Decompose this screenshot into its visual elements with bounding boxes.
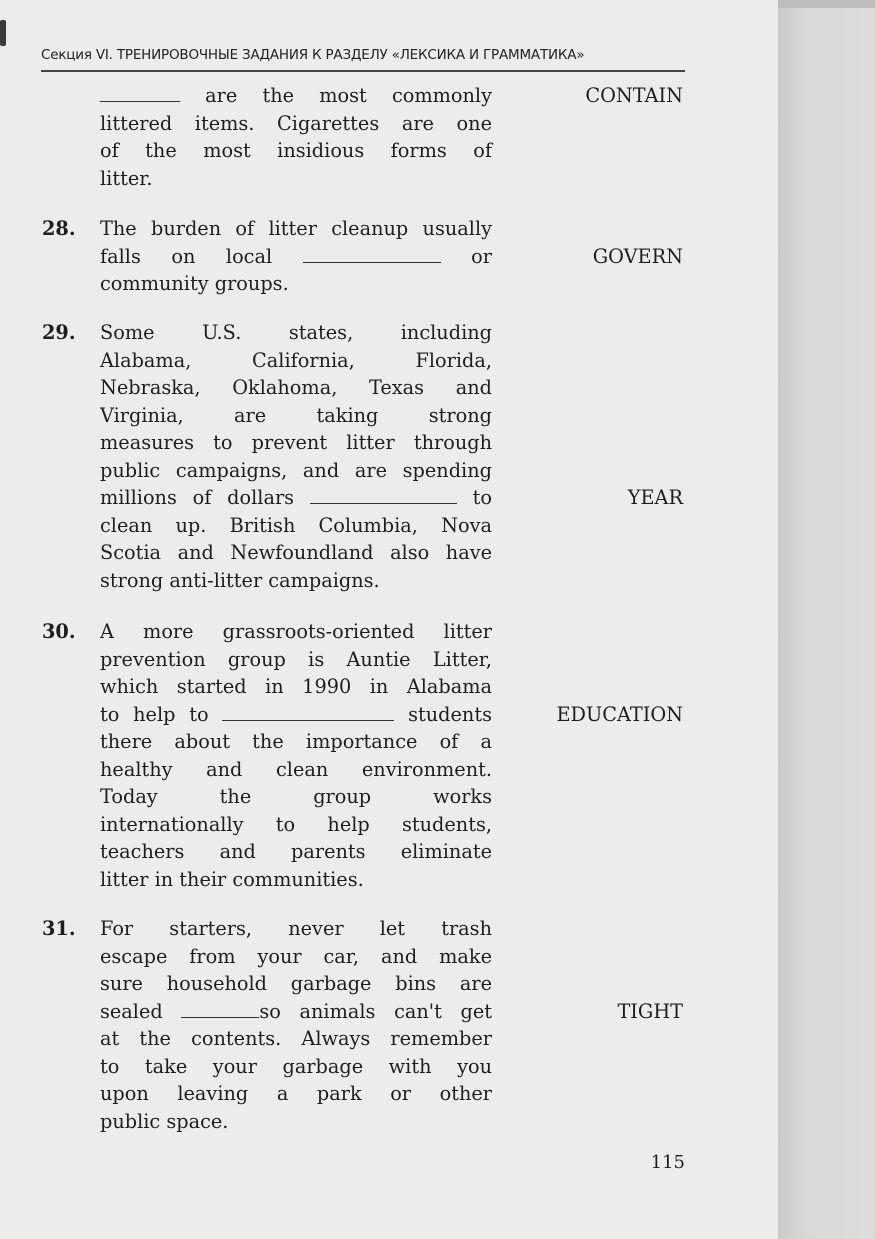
text-line: Today the group works [100,785,492,808]
text-line: sure household garbage bins are [100,972,492,995]
text-line: internationally to help students, [100,812,492,836]
answer-blank[interactable] [303,243,441,263]
page-number: 115 [650,1152,685,1173]
text-line: measures to prevent litter through [100,431,492,454]
text-line: teachers and parents eliminate [100,840,492,863]
scan-background [778,0,875,1239]
text-line: community groups. [100,272,289,295]
text-fragment: sealed [100,999,182,1023]
text-line: strong anti-litter campaigns. [100,568,380,592]
task-text [100,915,492,1135]
keyword: EDUCATION [556,702,683,726]
task-text [100,82,492,192]
keyword: YEAR [627,486,683,509]
text-line [100,82,492,110]
text-line: littered items. Cigarettes are one [100,111,492,135]
text-fragment: are the most commonly [180,84,492,107]
answer-blank[interactable] [100,82,180,102]
task-text [100,319,492,594]
text-line: prevention group is Auntie Litter, [100,647,492,671]
text-line: Some U.S. states, including [100,321,492,344]
text-line: litter. [100,166,153,190]
scan-mark [0,20,6,46]
task-number: 29. [42,321,76,344]
scan-edge [778,0,875,8]
text-line: litter in their communities. [100,867,364,891]
text-line [100,243,492,271]
text-fragment: students [394,702,492,726]
answer-blank[interactable] [222,701,394,721]
keyword: TIGHT [617,999,683,1023]
text-line: Alabama, California, Florida, [100,348,492,372]
task-text [100,215,492,298]
text-line: Scotia and Newfoundland also have [100,541,492,564]
section-header: Секция VI. ТРЕНИРОВОЧНЫЕ ЗАДАНИЯ К РАЗДЕЛУ «ЛЕКСИКА И ГРАММАТИКА» [41,47,585,63]
text-line: Virginia, are taking strong [100,403,492,427]
text-line: escape from your car, and make [100,944,492,968]
text-fragment: or [440,244,492,268]
text-line: For starters, never let trash [100,917,492,940]
text-line: public space. [100,1109,229,1133]
text-line [100,998,492,1026]
text-line: clean up. British Columbia, Nova [100,513,492,537]
text-fragment: so animals can't get [259,999,492,1023]
keyword: CONTAIN [585,84,683,107]
header-rule [41,70,685,72]
text-line: The burden of litter cleanup usually [100,217,492,240]
keyword: GOVERN [592,244,683,268]
text-line: of the most insidious forms of [100,139,492,162]
text-line: at the contents. Always remember [100,1027,492,1050]
text-line: Nebraska, Oklahoma, Texas and [100,376,492,399]
task-number: 31. [42,917,76,940]
text-line: there about the importance of a [100,730,492,753]
text-line: to take your garbage with you [100,1054,492,1078]
text-line: which started in 1990 in Alabama [100,675,492,698]
task-number: 28. [42,217,76,240]
text-line [100,484,492,512]
text-line: public campaigns, and are spending [100,458,492,482]
text-fragment: millions of dollars [100,486,310,509]
text-line: A more grassroots-oriented litter [100,620,492,643]
task-number: 30. [42,620,76,643]
answer-blank[interactable] [181,998,259,1018]
text-line: upon leaving a park or other [100,1082,492,1105]
text-fragment: to help to [100,702,223,726]
task-text [100,618,492,893]
text-line: healthy and clean environment. [100,757,492,781]
text-fragment: falls on local [100,244,303,268]
answer-blank[interactable] [310,484,457,504]
text-fragment: to [456,486,492,509]
text-line [100,701,492,729]
